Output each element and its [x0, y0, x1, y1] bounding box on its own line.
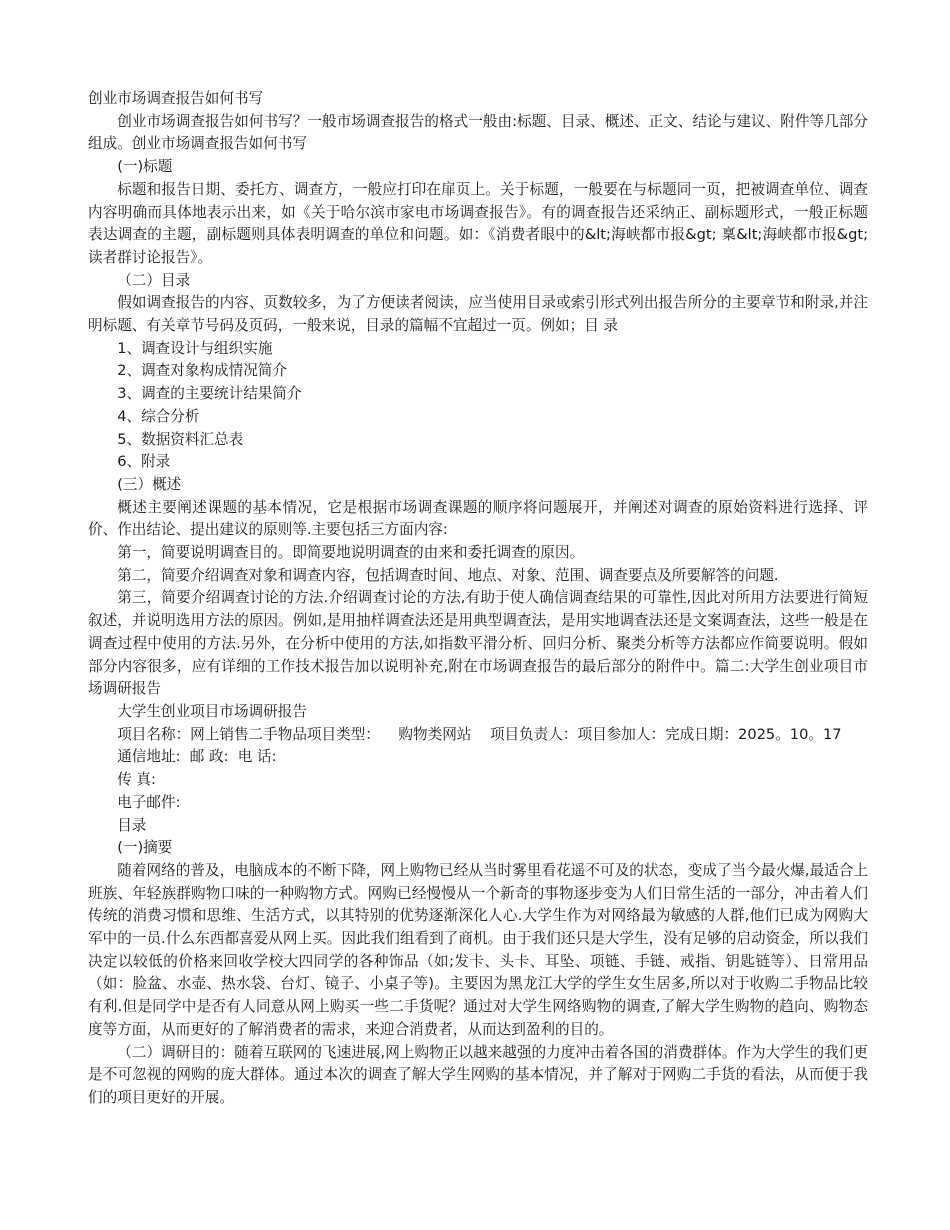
body-paragraph: 随着网络的普及，电脑成本的不断下降，网上购物已经从当时雾里看花遥不可及的状态，变成了当今最火爆,最适合上班族、年轻族群购物口味的一种购物方式。网购已经慢慢从一个新奇的事物逐步变为人们日常生活的一部分，冲击着人们传统的消费习惯和思维、生活方式，以其特别的优势逐渐深化人心.大学生作为对网络最为敏感的人群,他们已成为网购大军中的一员.什么东西都喜爱从网上买。因此我们组看到了商机。由于我们还只是大学生，没有足够的启动资金，所以我们决定以较低的价格来回收学校大四同学的各种饰品（如;发卡、头卡、耳坠、项链、手链、戒指、钥匙链等）、日常用品（如：脸盆、水壶、热水袋、台灯、镜子、小桌子等)。主要因为黑龙江大学的学生女生居多,所以对于收购二手物品比较有利.但是同学中是否有人同意从网上购买一些二手货呢？通过对大学生网络购物的调查,了解大学生购物的趋向、购物态度等方面，从而更好的了解消费者的需求，来迎合消费者，从而达到盈利的目的。 — [88, 861, 868, 1038]
document-body — [88, 88, 868, 1110]
intro-paragraph: 创业市场调查报告如何书写？一般市场调查报告的格式一般由:标题、目录、概述、正文、结论与建议、附件等几部分组成。创业市场调查报告如何书写 — [88, 112, 868, 153]
list-item: 6、附录 — [117, 453, 171, 471]
section-heading: (一)摘要 — [117, 839, 173, 857]
body-paragraph: 第三，简要介绍调查讨论的方法.介绍调查讨论的方法,有助于使人确信调查结果的可靠性,因此对所用方法要进行简短叙述，并说明选用方法的原因。例如,是用抽样调查法还是用典型调查法，是用实地调查法还是文案调查法，这些一般是在调查过程中使用的方法.另外，在分析中使用的方法,如指数平滑分析、回归分析、聚类分析等方法都应作简要说明。假如部分内容很多，应有详细的工作技术报告加以说明补充,附在市场调查报告的最后部分的附件中。篇二:大学生创业项目市场调研报告 — [88, 589, 868, 698]
body-paragraph: （二）调研目的：随着互联网的飞速进展,网上购物正以越来越强的力度冲击着各国的消费群体。作为大学生的我们更是不可忽视的网购的庞大群体。通过本次的调查了解大学生网购的基本情况，并了解对于网购二手货的看法，从而便于我们的项目更好的开展。 — [88, 1043, 868, 1106]
body-paragraph: 标题和报告日期、委托方、调查方，一般应打印在扉页上。关于标题，一般要在与标题同一页，把被调查单位、调查内容明确而具体地表示出来，如《关于哈尔滨市家电市场调查报告》。有的调查报告还采纳正、副标题形式，一般正标题表达调查的主题，副标题则具体表明调查的单位和问题。如：《消费者眼中的&lt;海峡都市报&gt; 稟&lt;海峡都市报&gt;读者群讨论报告》。 — [88, 180, 868, 266]
project-info: 项目名称：网上销售二手物品项目类型： 购物类网站 项目负责人：项目参加人：完成日期：2025。10。17 — [117, 725, 842, 743]
document-title: 创业市场调查报告如何书写 — [88, 90, 264, 107]
section-heading: (一)标题 — [117, 158, 173, 176]
body-paragraph: 概述主要阐述课题的基本情况，它是根据市场调查课题的顺序将问题展开，并阐述对调查的原始资料进行选择、评价、作出结论、提出建议的原则等.主要包括三方面内容: — [88, 498, 868, 539]
list-item: 1、调查设计与组织实施 — [117, 339, 273, 357]
contact-line: 传 真: — [117, 771, 156, 789]
section-heading: （二）目录 — [117, 271, 191, 289]
body-paragraph: 假如调查报告的内容、页数较多，为了方便读者阅读，应当使用目录或索引形式列出报告所分的主要章节和附录,并注明标题、有关章节号码及页码，一般来说，目录的篇幅不宜超过一页。例如；目 录 — [88, 294, 868, 335]
subtitle: 大学生创业项目市场调研报告 — [117, 702, 307, 720]
contact-line: 通信地址: 邮 政: 电 话: — [117, 748, 277, 766]
section-heading: (三）概述 — [117, 475, 182, 493]
contact-line: 电子邮件: — [117, 793, 181, 811]
list-item: 5、数据资料汇总表 — [117, 430, 244, 448]
section-heading: 目录 — [117, 816, 147, 834]
body-paragraph: 第一，简要说明调查目的。即简要地说明调查的由来和委托调查的原因。 — [117, 544, 585, 562]
list-item: 2、调查对象构成情况简介 — [117, 362, 288, 380]
list-item: 4、综合分析 — [117, 407, 200, 425]
list-item: 3、调查的主要统计结果简介 — [117, 385, 302, 403]
body-paragraph: 第二，简要介绍调查对象和调查内容，包括调查时间、地点、对象、范围、调查要点及所要解答的问题. — [117, 566, 779, 584]
